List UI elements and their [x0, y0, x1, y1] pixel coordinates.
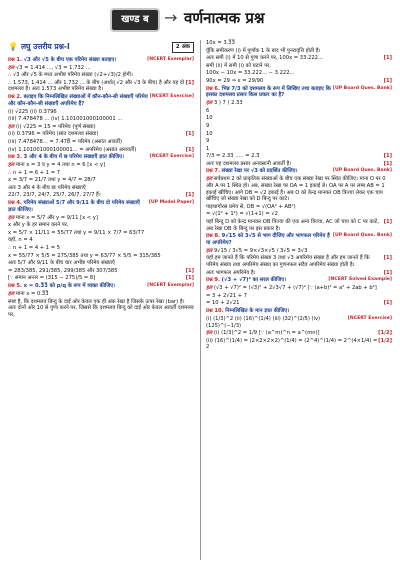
solution-line: [206, 204, 392, 211]
line-text: x = 3/7 = 21/7 तथा y = 4/7 = 28/7: [8, 177, 96, 184]
arrow-icon: →: [164, 8, 178, 27]
line-text: x = 55/77 × 5/5 = 275/385 तथा y = 63/77 × 5/5 = 315/385: [8, 252, 161, 259]
source-tag: [UP Model Paper]: [148, 200, 194, 206]
line-text: 22/7, 23/7, 24/7, 25/7, 26/7, 27/7 हैं।: [8, 192, 101, 199]
solution-line: [8, 291, 194, 298]
question-text: (√3 + √7)² का सरल कीजिए।: [221, 277, 287, 284]
question-text: भिन्न 7/3 को दशमलव के रूप में लिखिए तथा बताइए कि इसका दशमलव प्रसार किस प्रकार का है?: [206, 85, 331, 99]
line-text: 10: [206, 115, 213, 122]
subsection-title-text: लघु उत्तरीय प्रश्न-I: [20, 42, 70, 51]
question-label: प्रश्न 9.: [206, 277, 221, 284]
question-item: [206, 277, 392, 284]
lightbulb-icon: 💡: [8, 42, 18, 51]
solution-line: [8, 215, 194, 222]
solution-line: [206, 70, 392, 77]
solution-line: [8, 177, 194, 184]
marks-bracket: [1]: [185, 131, 194, 138]
solution-line: [206, 161, 392, 168]
line-text: = 3 + 2√21 + 7: [206, 292, 248, 299]
question-item: [8, 200, 194, 213]
solution-line: [8, 80, 194, 93]
line-text: √3 = 1.414 ..., √3 = 1.732 ...: [15, 64, 91, 71]
solution-line: [206, 123, 392, 130]
line-text: माना x = 3 व y = 4 तथा n = 6 [x < y]: [15, 162, 106, 169]
solution-line: [206, 219, 392, 232]
section-heading: वर्णनात्मक प्रश्न: [184, 9, 265, 27]
line-text: पाइथागोरस प्रमेय से, OB = √(OA² + AB²): [206, 203, 296, 210]
solution-line: [8, 260, 194, 267]
line-text: 100x − 10x = 33.222... − 3.222...: [206, 70, 295, 77]
solution-line: [206, 40, 392, 47]
line-text: माना x = 5/7 और y = 9/11 [x < y]: [15, 214, 98, 221]
line-text: ∴ √3 और √5 के मध्य अभीष्ट परिमेय संख्या (√2+√3)/2 होगी।: [8, 72, 133, 79]
question-text: परिमेय संख्याओं 5/7 और 9/11 के बीच दो परिमेय संख्याएँ ज्ञात कीजिए।: [8, 200, 140, 213]
solution-line: [8, 185, 194, 192]
question-text: 3 और 4 के बीच में छ परिमेय संख्याएँ ज्ञात कीजिए।: [23, 154, 124, 161]
line-text: 9√15 / 3√5 = 9×√3×√5 / 3√5 = 3√3: [213, 247, 308, 254]
line-text: यहाँ बिन्दु D को केन्द्र मानकर OB त्रिज्या की एक अन्य त्रिज्या, AC जो चाप को C पर काटे, अब रेखा OB के बिन्दु पर इस प्रकार है।: [206, 219, 380, 232]
line-text: (√3 + √7)² = (√3)² + 2√3√7 + (√7)² [∵ (a+b)² = a² + 2ab + b²]: [213, 285, 377, 292]
solution-line: [206, 316, 392, 329]
solution-line: [206, 285, 392, 292]
column-divider: [200, 40, 201, 560]
solution-line: [8, 237, 194, 244]
marks-bracket: [1]: [383, 255, 392, 262]
line-text: = √(1² + 1²) = √(1+1) = √2: [206, 211, 278, 218]
line-text: 10: [206, 130, 213, 137]
solution-line: [206, 248, 392, 255]
marks-bracket: [1]: [185, 79, 194, 86]
subsection-header: [8, 42, 194, 53]
line-text: अतः यह दशमलव प्रसार अनवसानी आवर्ती है।: [206, 160, 292, 167]
line-text: = 283/385, 291/385, 299/385 और 307/385: [8, 267, 118, 274]
question-item: [8, 154, 194, 161]
marks-bracket: [1]: [383, 77, 392, 84]
solution-line: [206, 78, 392, 85]
solution-label: हल: [8, 290, 15, 297]
line-text: (ii) (16)^(1/4) = (2×2×2×2)^(1/4) = (2^4)^(1/4) = 2^(4×1/4) = 2: [206, 337, 378, 351]
solution-line: [8, 253, 194, 260]
question-label: प्रश्न 1.: [8, 56, 23, 63]
solution-line: [8, 124, 194, 131]
solution-label: हल: [8, 64, 15, 71]
question-text: √3 और √5 के बीच एक परिमेय संख्या बताइए।: [23, 56, 117, 63]
solution-line: [206, 48, 392, 55]
solution-line: [8, 245, 194, 252]
line-text: 6: [206, 107, 210, 114]
question-item: [206, 168, 392, 175]
line-text: 9: [206, 138, 210, 145]
marks-bracket: [1]: [383, 300, 392, 307]
solution-label: हल: [206, 176, 213, 183]
solution-line: [206, 300, 392, 307]
line-text: अतः 3 और 4 के बीच छः परिमेय संख्याएँ: [8, 184, 86, 191]
marks-bracket: [1]: [383, 269, 392, 276]
solution-line: [206, 63, 392, 70]
solution-line: [8, 131, 194, 138]
marks-bracket: [1]: [185, 192, 194, 199]
solution-line: [8, 139, 194, 146]
solution-line: [206, 108, 392, 115]
line-text: यूँकि समीकरण (i) में पूर्णांक 1 के बाद भी पुनरावृत्ति होती है।: [206, 47, 321, 54]
section-banner: [0, 0, 400, 40]
solution-line: [8, 275, 194, 282]
source-tag: [NCERT Exercise]: [347, 315, 392, 321]
solution-line: [8, 192, 194, 199]
solution-line: [206, 338, 392, 351]
question-item: [8, 57, 194, 64]
solution-line: [206, 138, 392, 145]
question-text: x = 0.3̅3̅ को p/q के रूप में व्यक्त कीजिए।: [23, 282, 116, 289]
line-text: यहाँ हम जानते हैं कि परिमेय संख्या 3 तथा √3 अपरिमेय संख्या है और हम जानते हैं कि परिमेय संख्या तथा अपरिमेय संख्या का गुणनफल सदैव अपरिमेय संख्या होती है।: [206, 255, 370, 268]
line-text: 3 ) 7 ( 2.33: [213, 100, 243, 107]
line-text: स्पष्ट है, कि दशमलव बिन्दु के दाईं ओर केवल एक ही अंक रेखा है जिसके ऊपर रेखा (bar) है। अतः दोनों ओर 10 से गुणा करने पर, जिससे कि दशमलव बिन्दु को दाईं ओर केवल आवर्ती दशमलव पर,: [8, 298, 194, 318]
solution-line: [206, 146, 392, 153]
solution-line: [8, 65, 194, 72]
solution-label: हल: [206, 100, 213, 107]
question-item: [206, 233, 392, 246]
marks-bracket: [1]: [383, 219, 392, 226]
solution-label: हल: [8, 162, 15, 169]
solution-line: [8, 116, 194, 123]
line-text: [∵ समान अन्तर = (315 − 275)/5 = 8]: [8, 275, 96, 282]
question-text: संख्या रेखा पर √3 को प्रदर्शित कीजिए।: [221, 168, 298, 175]
question-label: प्रश्न 6.: [206, 85, 221, 92]
solution-line: [8, 230, 194, 237]
line-text: (i) √225 = 15 = परिमेय (पूर्ण संख्या): [15, 123, 96, 130]
solution-label: हल: [8, 214, 15, 221]
solution-line: [206, 330, 392, 337]
line-text: 90x = 29 ⇒ x = 29/90: [206, 77, 264, 84]
line-text: अतः 5/7 और 9/11 के बीच चार अभीष्ट परिमेय संख्याएँ: [8, 260, 115, 267]
question-text: 9√15 को 3√5 से भाग दीजिए और भागफल परिमेय है या अपरिमेय?: [206, 233, 330, 246]
solution-line: [8, 72, 194, 79]
question-label: प्रश्न 7.: [206, 168, 221, 175]
question-text: बताइए कि निम्नलिखित संख्याओं में कौन-कौन-सी संख्याएँ परिमेय और कौन-कौन-सी संख्याएँ अपरिमेय हैं?: [8, 93, 148, 107]
subsection-title: [8, 44, 70, 51]
line-text: 10x = 3.3̅3̅: [206, 40, 235, 46]
solution-line: [206, 211, 392, 218]
solution-line: [206, 153, 392, 160]
question-label: प्रश्न 5.: [8, 282, 23, 289]
solution-line: [206, 115, 392, 122]
line-text: ∴ n + 1 = 4 + 1 = 5: [8, 245, 61, 251]
source-tag: [NCERT Exemplar]: [147, 282, 194, 288]
marks-bracket: [1/2]: [378, 330, 392, 337]
line-text: ∴ n + 1 = 6 + 1 = 7: [8, 169, 61, 176]
solution-line: [8, 268, 194, 275]
solution-label: हल: [8, 123, 15, 130]
marks-badge: 2 अंक: [172, 42, 194, 53]
line-text: 1: [206, 145, 210, 152]
question-label: प्रश्न 8.: [206, 233, 221, 240]
solution-line: [8, 147, 194, 154]
solution-line: [206, 131, 392, 138]
solution-line: [8, 222, 194, 229]
solution-label: हल: [206, 285, 213, 292]
line-text: (iii) 7.478478 ... (iv) 1.101001000100001 ...: [8, 116, 123, 123]
marks-bracket: [1]: [185, 146, 194, 153]
solution-line: [206, 100, 392, 107]
solution-line: [8, 162, 194, 169]
solution-line: [206, 55, 392, 62]
solution-line: [206, 176, 392, 202]
solution-line: [8, 299, 194, 319]
line-text: x और y के हर समान करने पर,: [8, 222, 69, 229]
question-label: प्रश्न 10.: [206, 307, 224, 314]
line-text: 9: [206, 122, 210, 129]
line-text: 7/3 = 2.33 ..... = 2.3̅: [206, 153, 260, 160]
line-text: (iv) 1.101001000100001... = अपरिमेय (असांत अनावर्ती): [8, 146, 137, 153]
question-label: प्रश्न 3.: [8, 154, 23, 161]
line-text: ∴ 1.573, 1.414 ... और 1.732 ... के बीच (अर्थात् √2 और √3 के बीच) है और यह दो दशमलव है। अतः 1.573 अभीष्ट परिमेय संख्या है।: [8, 79, 184, 93]
marks-bracket: [1/2]: [378, 337, 392, 344]
question-label: प्रश्न 4.: [8, 200, 23, 207]
line-text: माना x = 0.3̅3̅: [15, 290, 49, 297]
solution-label: हल: [206, 330, 213, 337]
line-text: (i) (1/3)^2 = 1/9 [∵ (a^m)^n = a^(mn)]: [213, 330, 320, 337]
source-tag: [NCERT Exercise]: [149, 154, 194, 160]
marks-bracket: [1]: [383, 55, 392, 62]
marks-bracket: [1]: [383, 160, 392, 167]
source-tag: [NCERT Exemplar]: [147, 56, 194, 62]
line-text: = 10 + 2√21: [206, 300, 240, 307]
line-text: समी (ii) में समी (i) को घटाने पर,: [206, 62, 271, 69]
question-text: निम्नलिखित के मान ज्ञात कीजिए।: [225, 307, 290, 314]
solution-line: [206, 293, 392, 300]
line-text: (i) (1/3)^2 (ii) (16)^(1/4) (iii) (32)^(2/5) (iv) (125)^(−1/3): [206, 315, 321, 329]
solution-line: [8, 170, 194, 177]
solution-line: [206, 270, 392, 277]
marks-bracket: [1]: [185, 267, 194, 274]
source-tag: [NCERT Exercise]: [149, 93, 194, 99]
question-item: [206, 308, 392, 315]
solution-line: [206, 255, 392, 268]
question-label: प्रश्न 2.: [8, 93, 23, 100]
line-text: अतः समी (i) में 10 से गुणा करने पर, 100x = 33.222...: [206, 55, 323, 62]
section-tag: खण्ड ब: [112, 10, 158, 30]
left-column: [8, 40, 194, 319]
question-item: [8, 94, 194, 107]
solution-label: हल: [206, 247, 213, 254]
question-item: [206, 86, 392, 99]
solution-line: [8, 109, 194, 116]
source-tag: [UP Board Ques. Bank]: [332, 168, 392, 174]
line-text: अतः भागफल अपरिमेय है।: [206, 269, 256, 276]
marks-bracket: [1]: [383, 153, 392, 160]
marks-bracket: [1]: [185, 275, 194, 282]
source-tag: [UP Board Ques. Bank]: [332, 233, 392, 239]
right-column: [206, 40, 392, 352]
line-text: (i) √225 (ii) 0.3796: [8, 108, 57, 115]
line-text: (ii) 0.3796 = परिमेय (सांत दशमलव संख्या): [8, 131, 99, 138]
line-text: x = 5/7 × 11/11 = 55/77 तथा y = 9/11 × 7/7 = 63/77: [8, 229, 145, 236]
line-text: यहाँ, n = 4: [8, 237, 33, 244]
source-tag: [UP Board Ques. Bank]: [332, 85, 392, 91]
source-tag: [NCERT Solved Example]: [328, 277, 392, 283]
line-text: (iii) 7.478478... = 7.478̅ = परिमेय (असांत आवर्ती): [8, 138, 122, 145]
question-item: [8, 283, 194, 290]
line-text: सर्वप्रथम 2 को प्राकृतिक संख्याओं के बीच एक संख्या रेखा पर स्थित कीजिए। माना O पर 0 और A पर 1 स्थित हो। अब, संख्या रेखा पर OA = 1 इकाई ले। OA पर A पर लम्ब AB = 1 इकाई खींचिए। आगे OB = √2 इकाई है। अब O को केन्द्र मानकर OB त्रिज्या लेकर एक चाप खींचिए जो संख्या रेखा को D बिन्दु पर काटे।: [206, 176, 386, 203]
